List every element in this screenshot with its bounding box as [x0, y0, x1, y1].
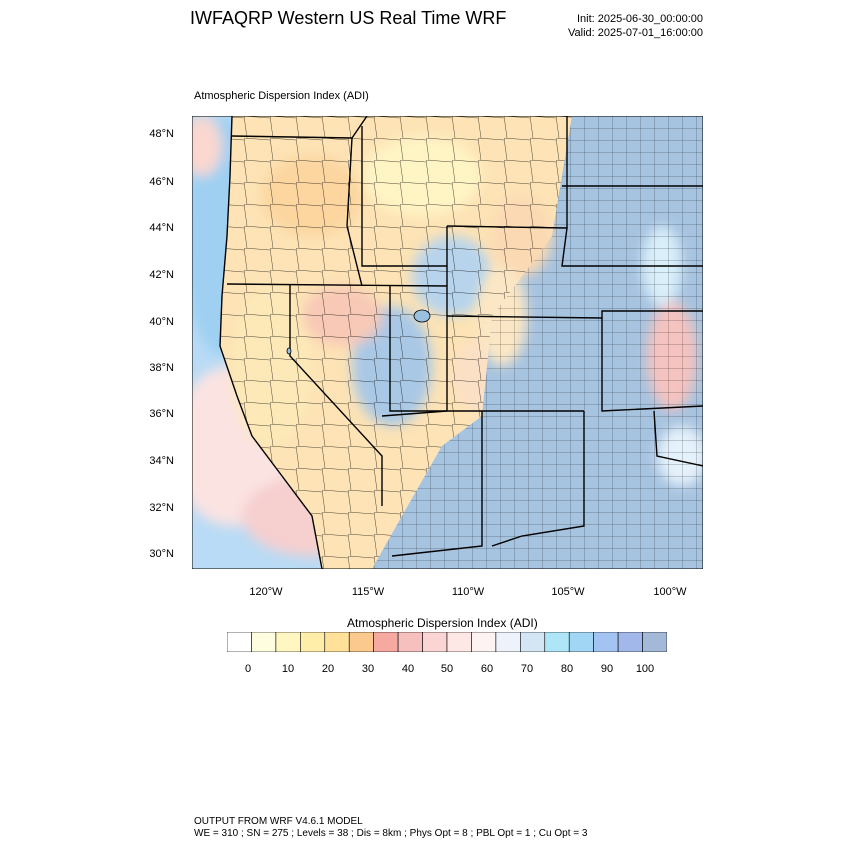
lon-label: 100°W — [653, 586, 687, 598]
colorbar-label: 60 — [480, 663, 494, 675]
footer-config: WE = 310 ; SN = 275 ; Levels = 38 ; Dis = 8km ; Phys Opt = 8 ; PBL Opt = 1 ; Cu Opt = 3 — [194, 828, 588, 839]
lat-label: 38°N — [149, 362, 174, 374]
colorbar-bin — [349, 632, 373, 652]
valid-time: Valid: 2025-07-01_16:00:00 — [568, 27, 703, 39]
colorbar-bin — [520, 632, 544, 652]
colorbar-bin — [325, 632, 349, 652]
lat-label: 46°N — [149, 176, 174, 188]
colorbar-bin — [545, 632, 569, 652]
lat-label: 34°N — [149, 455, 174, 467]
colorbar-label: 30 — [361, 663, 375, 675]
lake-tahoe — [287, 348, 291, 354]
colorbar-label: 100 — [635, 663, 655, 675]
colorbar-label: 20 — [321, 663, 335, 675]
colorbar-label: 10 — [281, 663, 295, 675]
map-title: Atmospheric Dispersion Index (ADI) — [194, 90, 369, 102]
colorbar-bin — [447, 632, 471, 652]
lat-label: 44°N — [149, 222, 174, 234]
colorbar-bin — [569, 632, 593, 652]
lon-label: 105°W — [551, 586, 585, 598]
colorbar-label: 80 — [560, 663, 574, 675]
colorbar-bin — [374, 632, 398, 652]
init-time: Init: 2025-06-30_00:00:00 — [577, 13, 703, 25]
colorbar-title: Atmospheric Dispersion Index (ADI) — [347, 616, 538, 630]
colorbar — [227, 632, 667, 652]
lat-label: 30°N — [149, 548, 174, 560]
colorbar-bin — [300, 632, 324, 652]
colorbar-bin — [251, 632, 275, 652]
lon-label: 120°W — [249, 586, 283, 598]
colorbar-label: 40 — [401, 663, 415, 675]
lon-label: 110°W — [451, 586, 485, 598]
colorbar-bin — [398, 632, 422, 652]
adi-map — [192, 116, 703, 569]
colorbar-label: 0 — [244, 663, 252, 675]
colorbar-bin — [643, 632, 667, 652]
colorbar-label: 90 — [600, 663, 614, 675]
colorbar-bin — [276, 632, 300, 652]
colorbar-bin — [594, 632, 618, 652]
plot-title: IWFAQRP Western US Real Time WRF — [190, 8, 507, 28]
colorbar-bin — [227, 632, 251, 652]
colorbar-label: 70 — [520, 663, 534, 675]
colorbar-bin — [496, 632, 520, 652]
lat-label: 32°N — [149, 502, 174, 514]
lon-label: 115°W — [351, 586, 385, 598]
lat-label: 36°N — [149, 408, 174, 420]
footer-model: OUTPUT FROM WRF V4.6.1 MODEL — [194, 816, 363, 827]
great-salt-lake — [414, 310, 430, 322]
colorbar-bin — [423, 632, 447, 652]
lat-label: 42°N — [149, 269, 174, 281]
lat-label: 40°N — [149, 316, 174, 328]
lat-label: 48°N — [149, 128, 174, 140]
colorbar-bin — [471, 632, 495, 652]
colorbar-bin — [618, 632, 642, 652]
colorbar-label: 50 — [440, 663, 454, 675]
